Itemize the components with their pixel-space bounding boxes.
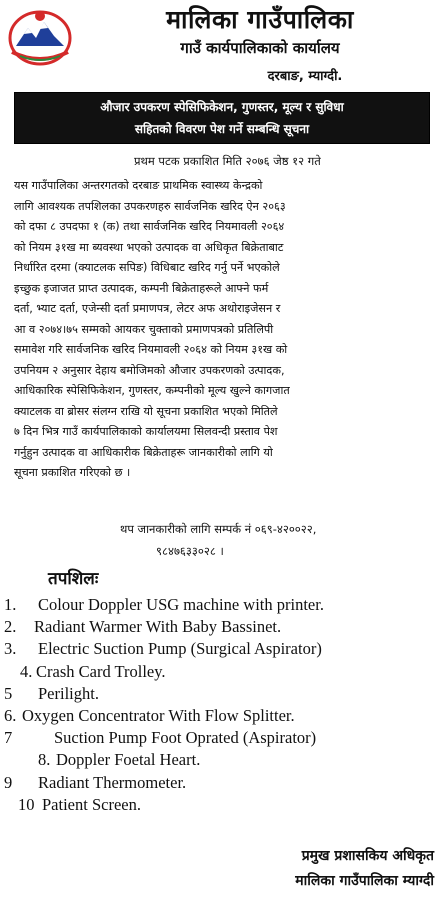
body-line: क्याटलक वा ब्रोसर संलग्न राखि यो सूचना प्रकाशित भएको मितिले [14,404,278,418]
list-item [4,705,444,727]
body-line: गर्नुहुन उत्पादक वा आधिकारीक बिक्रेताहरू जानकारीको लागि यो [14,445,273,459]
subject-line-1: औजार उपकरण स्पेसिफिकेशन, गुणस्तर, मूल्य र सुविधा [100,100,344,114]
body-line: यस गाउँपालिका अन्तरगतको दरबाङ प्राथमिक स्वास्थ्य केन्द्रको [14,179,263,192]
item-text: Radiant Thermometer. [38,772,187,792]
equipment-list [4,594,444,816]
list-item [4,794,444,816]
list-item [4,727,444,749]
item-number: 6. [4,706,17,726]
office-name: गाउँ कार्यपालिकाको कार्यालय [180,39,340,57]
body-line: उपनियम २ अनुसार देहाय बमोजिमको औजार उपकरणको उत्पादक, [14,363,285,377]
item-number: 2. [4,617,17,637]
item-number: 8. [38,750,51,770]
item-number: 5 [4,683,13,703]
item-text: Electric Suction Pump (Surgical Aspirator) [38,639,322,659]
list-item [4,616,444,638]
body-line: इच्छुक इजाजत प्राप्त उत्पादक, कम्पनी बिक्रेताहरूले आफ्ने फर्म [14,281,269,295]
body-line: दर्ता, भ्याट दर्ता, एजेन्सी दर्ता प्रमाणपत्र, लेटर अफ अथोराइजेसन र [14,302,281,315]
body-line: आधिकारिक स्पेसिफिकेशन, गुणस्तर, कम्पनीको मूल्य खुल्ने कागजात [14,384,290,397]
body-line: ७ दिन भित्र गाउँ कार्यपालिकाको कार्यालयमा सिलवन्दी प्रस्ताव पेश [14,425,278,438]
contact-line-2: ९८४७६३३०२८ । [156,544,224,558]
body-line: सूचना प्रकाशित गरिएको छ । [14,466,131,479]
body-line: को नियम ३१ख मा ब्यवस्था भएको उत्पादक वा अधिकृत बिक्रेताबाट [14,240,284,254]
item-text: Crash Card Trolley. [36,661,166,681]
office-location: दरबाङ, म्याग्दी. [267,69,343,84]
publication-date: प्रथम पटक प्रकाशित मिति २०७६ जेष्ठ १२ गते [134,154,321,168]
contact-info [120,518,440,562]
item-text: Doppler Foetal Heart. [56,750,201,770]
contact-line-1: थप जानकारीको लागि सम्पर्क नं ०६९-४२००२२, [120,522,317,536]
notice-body [14,176,432,484]
item-text: Perilight. [38,683,99,703]
item-number: 4. [20,661,33,681]
signatory-office: मालिका गाउँपालिका म्याग्दी [295,873,434,889]
list-item [4,661,444,683]
item-number: 3. [4,639,17,659]
list-item [4,594,444,616]
item-text: Suction Pump Foot Oprated (Aspirator) [54,728,317,748]
item-text: Oxygen Concentrator With Flow Splitter. [22,706,295,726]
list-item [4,683,444,705]
body-line: लागि आवश्यक तपशिलका उपकरणहरु सार्वजनिक खरिद ऐन २०६३ [14,199,286,213]
item-text: Patient Screen. [42,794,141,814]
list-item [4,772,444,794]
signature-block [295,844,434,894]
body-line: आ व २०७४।७५ सम्मको आयकर चुक्ताको प्रमाणपत्रको प्रतिलिपी [14,322,274,336]
item-number: 1. [4,595,17,614]
notice-subject [14,92,430,144]
body-line: समावेश गरि सार्वजनिक खरिद नियमावली २०६४ को नियम ३१ख को [14,343,288,356]
list-heading: तपशिलः [48,569,99,589]
item-number: 10 [18,794,35,814]
nepal-emblem-icon [6,6,74,66]
item-number: 9 [4,772,13,792]
body-line: निर्धारित दरमा (क्याटलक सपिङ) विधिबाट खरिद गर्नु पर्ने भएकोले [14,261,280,274]
item-text: Radiant Warmer With Baby Bassinet. [34,617,282,637]
body-line: को दफा ८ उपदफा १ (क) तथा सार्वजनिक खरिद नियमावली २०६४ [14,220,285,233]
signatory-title: प्रमुख प्रशासकिय अधिकृत [301,848,434,864]
subject-line-2: सहितको विवरण पेश गर्ने सम्बन्धि सूचना [134,122,310,136]
item-number: 7 [4,728,13,748]
item-text: Colour Doppler USG machine with printer. [38,595,324,614]
list-item [4,638,444,660]
municipality-title: मालिका गाउँपालिका [166,5,354,34]
list-item [4,749,444,771]
